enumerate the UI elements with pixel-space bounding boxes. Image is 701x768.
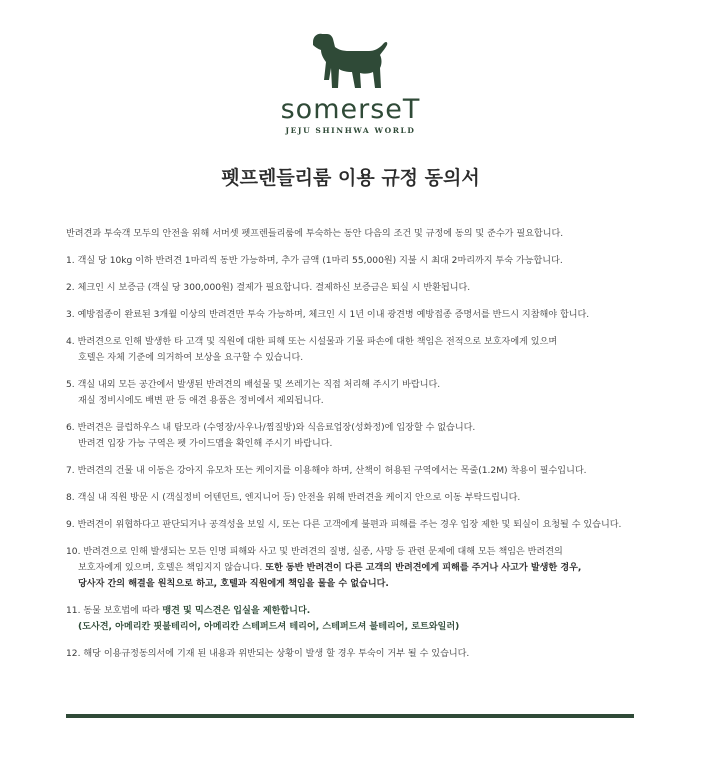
term-text: 8. 객실 내 직원 방문 시 (객실정비 어텐던트, 엔지니어 등) 안전을 위해 반려견을 케이지 안으로 이동 부탁드립니다.	[66, 493, 521, 503]
brand-logo	[0, 28, 701, 136]
term-text: 9. 반려견이 위협하다고 판단되거나 공격성을 보일 시, 또는 다른 고객에게 불편과 피해를 주는 경우 입장 제한 및 퇴실이 요청될 수 있습니다.	[66, 520, 622, 530]
term-text-cont: 반려견 입장 가능 구역은 펫 가이드맵을 확인해 주시기 바랍니다.	[78, 439, 333, 449]
term-text: 6. 반려견은 클럽하우스 내 탐모라 (수영장/사우나/찜질방)와 식음료업장(성화정)에 입장할 수 없습니다.	[66, 423, 476, 433]
term-item-3	[66, 307, 646, 323]
term-text	[66, 603, 646, 619]
term-item-9	[66, 517, 646, 533]
page-title: 펫프렌들리룸 이용 규정 동의서	[221, 167, 480, 189]
term-text-cont: 재실 정비시에도 배변 판 등 애견 용품은 정비에서 제외됩니다.	[78, 396, 324, 406]
term-item-4	[66, 334, 646, 366]
term-item-1	[66, 253, 646, 269]
term-text-normal: 11. 동물 보호법에 따라	[66, 606, 163, 616]
intro-text: 반려견과 투숙객 모두의 안전을 위해 서머셋 펫프렌들리룸에 투숙하는 동안 다음의 조건 및 규정에 동의 및 준수가 필요합니다.	[66, 229, 564, 239]
term-text: 10. 반려견으로 인해 발생되는 모든 인명 피해와 사고 및 반려견의 질병, 실종, 사망 등 관련 문제에 대해 모든 책임은 반려견의	[66, 547, 563, 557]
term-text: 3. 예방접종이 완료된 3개월 이상의 반려견만 투숙 가능하며, 체크인 시 1년 이내 광견병 예방접종 증명서를 반드시 지참해야 합니다.	[66, 310, 590, 320]
term-text-emphasis: 맹견 및 믹스견은 입실을 제한합니다.	[162, 606, 311, 616]
term-item-10	[66, 544, 646, 592]
term-item-8	[66, 490, 646, 506]
dog-icon	[309, 28, 393, 92]
term-text: 7. 반려견의 건물 내 이동은 강아지 유모차 또는 케이지를 이용해야 하며, 산책이 허용된 구역에서는 목줄(1.2M) 착용이 필수입니다.	[66, 466, 587, 476]
terms-body	[66, 226, 646, 673]
brand-name: somerseT	[280, 94, 421, 125]
term-text: 2. 체크인 시 보증금 (객실 당 300,000원) 결제가 필요합니다. 결제하신 보증금은 퇴실 시 반환됩니다.	[66, 283, 471, 293]
term-item-12	[66, 646, 646, 662]
brand-subtitle: JEJU SHINHWA WORLD	[285, 126, 416, 135]
term-item-7	[66, 463, 646, 479]
restricted-breeds: (도사견, 아메리칸 핏불테리어, 아메리칸 스테퍼드셔 테리어, 스테퍼드셔 불테리어, 로트와일러)	[78, 622, 460, 632]
term-text-cont: 호텔은 자체 기준에 의거하여 보상을 요구할 수 있습니다.	[78, 353, 304, 363]
footer-divider	[66, 714, 634, 718]
term-text: 4. 반려견으로 인해 발생한 타 고객 및 직원에 대한 피해 또는 시설물과 기물 파손에 대한 책임은 전적으로 보호자에게 있으며	[66, 337, 558, 347]
term-text: 12. 해당 이용규정동의서에 기재 된 내용과 위반되는 상황이 발생 할 경우 투숙이 거부 될 수 있습니다.	[66, 649, 470, 659]
term-text-cont	[66, 560, 646, 576]
term-text-normal: 보호자에게 있으며, 호텔은 책임지지 않습니다.	[78, 563, 266, 573]
term-text-emphasis: 또한 동반 반려견이 다른 고객의 반려견에게 피해를 주거나 사고가 발생한 경우,	[265, 563, 582, 573]
term-text: 1. 객실 당 10kg 이하 반려견 1마리씩 동반 가능하며, 추가 금액 (1마리 55,000원) 지불 시 최대 2마리까지 투숙 가능합니다.	[66, 256, 563, 266]
term-item-5	[66, 377, 646, 409]
term-text: 5. 객실 내외 모든 공간에서 발생된 반려견의 배설물 및 쓰레기는 직접 처리해 주시기 바랍니다.	[66, 380, 441, 390]
term-text-emphasis: 당사자 간의 해결을 원칙으로 하고, 호텔과 직원에게 책임을 물을 수 없습니다.	[78, 579, 389, 589]
term-item-6	[66, 420, 646, 452]
term-item-2	[66, 280, 646, 296]
term-item-11	[66, 603, 646, 635]
